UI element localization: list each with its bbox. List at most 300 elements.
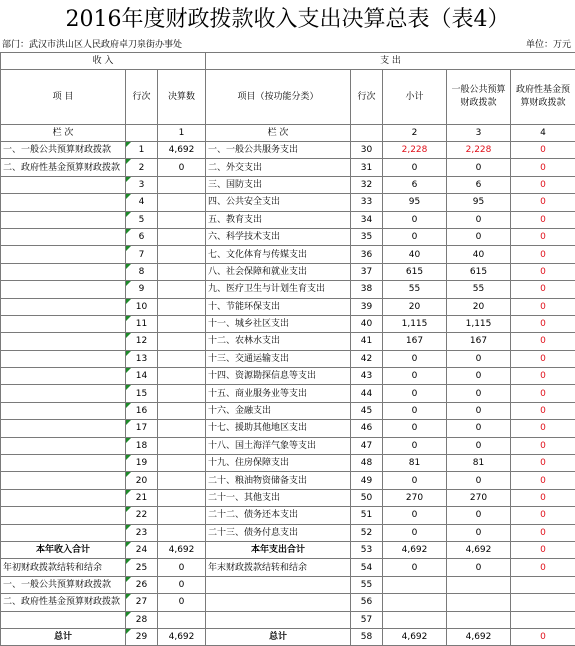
table-row [1, 611, 575, 628]
income-amount-cell [158, 489, 206, 506]
cell-marker-icon [126, 577, 131, 582]
income-row-no-cell: 17 [126, 420, 158, 437]
income-row-no-cell: 20 [126, 472, 158, 489]
income-row-no-cell: 14 [126, 368, 158, 385]
income-item-cell: 年初财政拨款结转和结余 [1, 559, 126, 576]
expense-subtotal-cell [383, 594, 447, 611]
expense-fund-cell: 0 [511, 263, 575, 280]
table-row [1, 402, 575, 419]
expense-subtotal-cell: 6 [383, 176, 447, 193]
expense-fund-cell: 0 [511, 628, 575, 645]
expense-fund-cell: 0 [511, 159, 575, 176]
income-amount-cell [158, 437, 206, 454]
cell-marker-icon [126, 194, 131, 199]
cell-marker-icon [126, 246, 131, 251]
income-item-cell [1, 281, 126, 298]
income-item-cell [1, 298, 126, 315]
cell-marker-icon [126, 159, 131, 164]
table-row [1, 524, 575, 541]
table-body [1, 142, 575, 646]
cell-marker-icon [126, 403, 131, 408]
table-row [1, 541, 575, 558]
income-row-no-cell: 25 [126, 559, 158, 576]
expense-general-cell: 0 [447, 228, 511, 245]
expense-fund-cell: 0 [511, 211, 575, 228]
income-item-cell [1, 489, 126, 506]
table-row [1, 246, 575, 263]
expense-fund-cell [511, 576, 575, 593]
expense-general-cell [447, 576, 511, 593]
expense-fund-cell: 0 [511, 246, 575, 263]
expense-row-no-cell: 38 [351, 281, 383, 298]
expense-subtotal-cell: 40 [383, 246, 447, 263]
income-row-no-cell: 5 [126, 211, 158, 228]
income-row-no-cell: 28 [126, 611, 158, 628]
income-item-cell: 总计 [1, 628, 126, 645]
table-row [1, 159, 575, 176]
income-amount-cell [158, 420, 206, 437]
expense-subtotal-cell: 0 [383, 368, 447, 385]
income-row-no-cell: 8 [126, 263, 158, 280]
expense-row-no-cell: 36 [351, 246, 383, 263]
expense-item-cell: 二十二、债务还本支出 [206, 507, 351, 524]
expense-fund-cell [511, 611, 575, 628]
income-amount-cell [158, 246, 206, 263]
expense-subtotal-cell: 4,692 [383, 541, 447, 558]
income-row-no-cell: 24 [126, 541, 158, 558]
item-header: 项 目 [1, 70, 126, 125]
income-amount-cell: 0 [158, 159, 206, 176]
income-item-cell [1, 368, 126, 385]
income-amount-cell [158, 315, 206, 332]
cell-marker-icon [126, 142, 131, 147]
cell-marker-icon [126, 490, 131, 495]
expense-item-cell: 二、外交支出 [206, 159, 351, 176]
income-row-no-cell: 6 [126, 228, 158, 245]
income-item-cell [1, 350, 126, 367]
table-row [1, 333, 575, 350]
expense-fund-cell: 0 [511, 368, 575, 385]
income-item-cell [1, 228, 126, 245]
table-row [1, 263, 575, 280]
income-item-cell [1, 176, 126, 193]
expense-row-no-cell: 33 [351, 194, 383, 211]
income-amount-cell [158, 228, 206, 245]
income-row-no-cell: 4 [126, 194, 158, 211]
expense-item-cell [206, 594, 351, 611]
expense-row-no-cell: 58 [351, 628, 383, 645]
cell-marker-icon [126, 420, 131, 425]
expense-row-no-cell: 42 [351, 350, 383, 367]
income-row-no-cell: 12 [126, 333, 158, 350]
expense-fund-cell [511, 594, 575, 611]
table-row [1, 420, 575, 437]
expense-item-cell: 十二、农林水支出 [206, 333, 351, 350]
expense-fund-cell: 0 [511, 281, 575, 298]
expense-general-cell: 40 [447, 246, 511, 263]
income-amount-cell [158, 298, 206, 315]
income-item-cell [1, 611, 126, 628]
expense-item-cell [206, 611, 351, 628]
expense-row-no-cell: 30 [351, 142, 383, 159]
col-label: 栏 次 [1, 125, 126, 142]
income-row-no-cell: 15 [126, 385, 158, 402]
income-amount-cell: 4,692 [158, 541, 206, 558]
expense-subtotal-cell: 0 [383, 437, 447, 454]
expense-fund-cell: 0 [511, 472, 575, 489]
report-title: 2016年度财政拨款收入支出决算总表（表4） [0, 0, 575, 38]
expense-subtotal-cell: 0 [383, 228, 447, 245]
table-row [1, 594, 575, 611]
expense-general-cell: 4,692 [447, 628, 511, 645]
final-amount-header: 决算数 [158, 70, 206, 125]
expense-row-no-cell: 57 [351, 611, 383, 628]
income-item-cell [1, 315, 126, 332]
income-item-cell [1, 420, 126, 437]
table-row [1, 489, 575, 506]
expense-general-cell: 4,692 [447, 541, 511, 558]
row-no-header: 行次 [126, 70, 158, 125]
cell-marker-icon [126, 229, 131, 234]
expense-subtotal-cell: 0 [383, 420, 447, 437]
expense-fund-cell: 0 [511, 455, 575, 472]
table-row [1, 211, 575, 228]
expense-general-cell: 2,228 [447, 142, 511, 159]
income-row-no-cell: 2 [126, 159, 158, 176]
income-item-cell [1, 472, 126, 489]
income-amount-cell: 4,692 [158, 142, 206, 159]
expense-item-cell: 十、节能环保支出 [206, 298, 351, 315]
expense-item-cell: 十七、援助其他地区支出 [206, 420, 351, 437]
row-no-header-2: 行次 [351, 70, 383, 125]
income-item-cell [1, 333, 126, 350]
cell-marker-icon [126, 542, 131, 547]
expense-item-cell: 二十一、其他支出 [206, 489, 351, 506]
expense-row-no-cell: 53 [351, 541, 383, 558]
expense-item-cell: 十三、交通运输支出 [206, 350, 351, 367]
expense-row-no-cell: 37 [351, 263, 383, 280]
table-row [1, 507, 575, 524]
expense-fund-cell: 0 [511, 228, 575, 245]
department-label: 部门：武汉市洪山区人民政府卓刀泉街办事处 [2, 39, 182, 52]
expense-item-cell [206, 576, 351, 593]
col-index-1: 1 [158, 125, 206, 142]
expense-general-cell: 81 [447, 455, 511, 472]
expense-subtotal-cell: 615 [383, 263, 447, 280]
expense-subtotal-cell [383, 611, 447, 628]
table-row [1, 228, 575, 245]
income-row-no-cell: 1 [126, 142, 158, 159]
income-item-cell [1, 402, 126, 419]
expense-item-cell: 十六、金融支出 [206, 402, 351, 419]
expense-general-cell: 0 [447, 350, 511, 367]
cell-marker-icon [126, 264, 131, 269]
expense-item-cell: 十九、住房保障支出 [206, 455, 351, 472]
income-amount-cell [158, 333, 206, 350]
income-row-no-cell: 19 [126, 455, 158, 472]
income-item-cell: 一、一般公共预算财政拨款 [1, 576, 126, 593]
expense-subtotal-cell: 0 [383, 402, 447, 419]
table-row [1, 315, 575, 332]
expense-row-no-cell: 46 [351, 420, 383, 437]
cell-marker-icon [126, 594, 131, 599]
income-amount-cell [158, 263, 206, 280]
table-row [1, 368, 575, 385]
table-row [1, 576, 575, 593]
expense-general-cell [447, 594, 511, 611]
subtotal-header: 小计 [383, 70, 447, 125]
income-item-cell [1, 246, 126, 263]
income-row-no-cell: 11 [126, 315, 158, 332]
expense-general-cell: 0 [447, 385, 511, 402]
expense-fund-cell: 0 [511, 350, 575, 367]
income-item-cell: 一、一般公共预算财政拨款 [1, 142, 126, 159]
income-item-cell [1, 455, 126, 472]
cell-marker-icon [126, 316, 131, 321]
expense-fund-cell: 0 [511, 559, 575, 576]
table-row [1, 437, 575, 454]
expense-item-cell: 七、文化体育与传媒支出 [206, 246, 351, 263]
table-row [1, 455, 575, 472]
expense-general-cell: 6 [447, 176, 511, 193]
expense-subtotal-cell: 0 [383, 559, 447, 576]
expense-general-cell: 0 [447, 211, 511, 228]
budget-table [0, 52, 575, 646]
expense-general-cell: 167 [447, 333, 511, 350]
expense-general-cell: 0 [447, 524, 511, 541]
expense-fund-cell: 0 [511, 298, 575, 315]
expense-fund-cell: 0 [511, 420, 575, 437]
expense-item-cell: 二十三、债务付息支出 [206, 524, 351, 541]
expense-general-cell: 270 [447, 489, 511, 506]
expense-subtotal-cell: 0 [383, 524, 447, 541]
income-row-no-cell: 18 [126, 437, 158, 454]
income-amount-cell [158, 524, 206, 541]
expense-general-cell: 0 [447, 507, 511, 524]
expense-row-no-cell: 47 [351, 437, 383, 454]
expense-item-cell: 总计 [206, 628, 351, 645]
cell-marker-icon [126, 525, 131, 530]
expense-general-cell: 0 [447, 159, 511, 176]
income-item-cell [1, 385, 126, 402]
expense-general-cell: 0 [447, 472, 511, 489]
cell-marker-icon [126, 438, 131, 443]
expense-general-cell: 1,115 [447, 315, 511, 332]
expense-item-cell: 十一、城乡社区支出 [206, 315, 351, 332]
cell-marker-icon [126, 507, 131, 512]
income-row-no-cell: 26 [126, 576, 158, 593]
expense-item-cell: 九、医疗卫生与计划生育支出 [206, 281, 351, 298]
income-amount-cell [158, 176, 206, 193]
general-budget-header: 一般公共预算财政拨款 [447, 70, 511, 125]
income-row-no-cell: 29 [126, 628, 158, 645]
income-row-no-cell: 3 [126, 176, 158, 193]
col-index-4: 4 [511, 125, 575, 142]
expense-general-cell: 20 [447, 298, 511, 315]
income-item-cell [1, 194, 126, 211]
expense-general-cell [447, 611, 511, 628]
income-amount-cell: 0 [158, 576, 206, 593]
item-func-header: 项目（按功能分类） [206, 70, 351, 125]
expense-general-cell: 0 [447, 420, 511, 437]
expense-general-cell: 95 [447, 194, 511, 211]
cell-marker-icon [126, 299, 131, 304]
expense-row-no-cell: 35 [351, 228, 383, 245]
table-row [1, 472, 575, 489]
income-amount-cell [158, 350, 206, 367]
expense-item-cell: 五、教育支出 [206, 211, 351, 228]
cell-marker-icon [126, 455, 131, 460]
income-row-no-cell: 22 [126, 507, 158, 524]
table-row [1, 142, 575, 159]
expense-item-cell: 四、公共安全支出 [206, 194, 351, 211]
table-row [1, 628, 575, 645]
expense-fund-cell: 0 [511, 333, 575, 350]
expense-row-no-cell: 51 [351, 507, 383, 524]
expense-item-cell: 三、国防支出 [206, 176, 351, 193]
unit-label: 单位：万元 [526, 39, 571, 52]
income-amount-cell: 4,692 [158, 628, 206, 645]
col-index-empty-2 [351, 125, 383, 142]
expense-fund-cell: 0 [511, 524, 575, 541]
col-label-2: 栏 次 [206, 125, 351, 142]
income-amount-cell [158, 385, 206, 402]
expense-fund-cell: 0 [511, 541, 575, 558]
income-item-cell: 本年收入合计 [1, 541, 126, 558]
income-amount-cell [158, 455, 206, 472]
income-item-cell [1, 437, 126, 454]
income-item-cell: 二、政府性基金预算财政拨款 [1, 594, 126, 611]
income-row-no-cell: 10 [126, 298, 158, 315]
expense-subtotal-cell: 270 [383, 489, 447, 506]
expense-row-no-cell: 39 [351, 298, 383, 315]
expense-row-no-cell: 34 [351, 211, 383, 228]
expense-item-cell: 十四、资源勘探信息等支出 [206, 368, 351, 385]
column-index-row [1, 125, 575, 142]
expense-fund-cell: 0 [511, 142, 575, 159]
expense-subtotal-cell: 0 [383, 472, 447, 489]
expense-row-no-cell: 40 [351, 315, 383, 332]
income-amount-cell [158, 368, 206, 385]
expense-subtotal-cell: 1,115 [383, 315, 447, 332]
expense-item-cell: 本年支出合计 [206, 541, 351, 558]
expense-item-cell: 六、科学技术支出 [206, 228, 351, 245]
expense-row-no-cell: 32 [351, 176, 383, 193]
income-amount-cell [158, 402, 206, 419]
expense-row-no-cell: 48 [351, 455, 383, 472]
cell-marker-icon [126, 351, 131, 356]
col-index-3: 3 [447, 125, 511, 142]
expense-row-no-cell: 55 [351, 576, 383, 593]
expense-item-cell: 十五、商业服务业等支出 [206, 385, 351, 402]
expense-fund-cell: 0 [511, 507, 575, 524]
expense-item-cell: 年末财政拨款结转和结余 [206, 559, 351, 576]
table-row [1, 350, 575, 367]
expense-subtotal-cell: 0 [383, 385, 447, 402]
income-amount-cell [158, 194, 206, 211]
cell-marker-icon [126, 612, 131, 617]
column-header-row [1, 70, 575, 125]
expense-row-no-cell: 31 [351, 159, 383, 176]
expense-row-no-cell: 56 [351, 594, 383, 611]
expense-row-no-cell: 41 [351, 333, 383, 350]
income-row-no-cell: 7 [126, 246, 158, 263]
expense-item-cell: 二十、粮油物资储备支出 [206, 472, 351, 489]
expense-row-no-cell: 45 [351, 402, 383, 419]
cell-marker-icon [126, 385, 131, 390]
expense-general-cell: 55 [447, 281, 511, 298]
expense-fund-cell: 0 [511, 176, 575, 193]
expense-subtotal-cell: 0 [383, 350, 447, 367]
expense-subtotal-cell: 20 [383, 298, 447, 315]
expense-subtotal-cell: 4,692 [383, 628, 447, 645]
expense-item-cell: 十八、国土海洋气象等支出 [206, 437, 351, 454]
expense-subtotal-cell: 0 [383, 507, 447, 524]
income-amount-cell [158, 472, 206, 489]
expense-fund-cell: 0 [511, 194, 575, 211]
expense-general-cell: 0 [447, 559, 511, 576]
table-row [1, 559, 575, 576]
cell-marker-icon [126, 559, 131, 564]
expense-row-no-cell: 44 [351, 385, 383, 402]
expense-subtotal-cell: 167 [383, 333, 447, 350]
expense-row-no-cell: 54 [351, 559, 383, 576]
income-item-cell [1, 211, 126, 228]
cell-marker-icon [126, 281, 131, 286]
income-row-no-cell: 27 [126, 594, 158, 611]
expense-section-header: 支 出 [206, 53, 575, 70]
income-amount-cell: 0 [158, 594, 206, 611]
income-item-cell [1, 507, 126, 524]
col-index-2: 2 [383, 125, 447, 142]
cell-marker-icon [126, 368, 131, 373]
income-row-no-cell: 23 [126, 524, 158, 541]
expense-subtotal-cell: 55 [383, 281, 447, 298]
income-row-no-cell: 13 [126, 350, 158, 367]
income-item-cell [1, 263, 126, 280]
expense-fund-cell: 0 [511, 489, 575, 506]
expense-general-cell: 615 [447, 263, 511, 280]
income-amount-cell [158, 211, 206, 228]
expense-subtotal-cell: 95 [383, 194, 447, 211]
table-row [1, 194, 575, 211]
section-header-row [1, 53, 575, 70]
expense-item-cell: 一、一般公共服务支出 [206, 142, 351, 159]
income-row-no-cell: 16 [126, 402, 158, 419]
expense-item-cell: 八、社会保障和就业支出 [206, 263, 351, 280]
expense-general-cell: 0 [447, 402, 511, 419]
income-amount-cell: 0 [158, 559, 206, 576]
cell-marker-icon [126, 629, 131, 634]
fund-budget-header: 政府性基金预算财政拨款 [511, 70, 575, 125]
cell-marker-icon [126, 333, 131, 338]
income-row-no-cell: 9 [126, 281, 158, 298]
expense-subtotal-cell [383, 576, 447, 593]
expense-subtotal-cell: 81 [383, 455, 447, 472]
income-section-header: 收 入 [1, 53, 206, 70]
expense-row-no-cell: 50 [351, 489, 383, 506]
expense-subtotal-cell: 0 [383, 159, 447, 176]
cell-marker-icon [126, 177, 131, 182]
expense-fund-cell: 0 [511, 315, 575, 332]
expense-row-no-cell: 49 [351, 472, 383, 489]
income-amount-cell [158, 281, 206, 298]
cell-marker-icon [126, 212, 131, 217]
income-amount-cell [158, 611, 206, 628]
expense-general-cell: 0 [447, 368, 511, 385]
cell-marker-icon [126, 472, 131, 477]
col-index-empty [126, 125, 158, 142]
